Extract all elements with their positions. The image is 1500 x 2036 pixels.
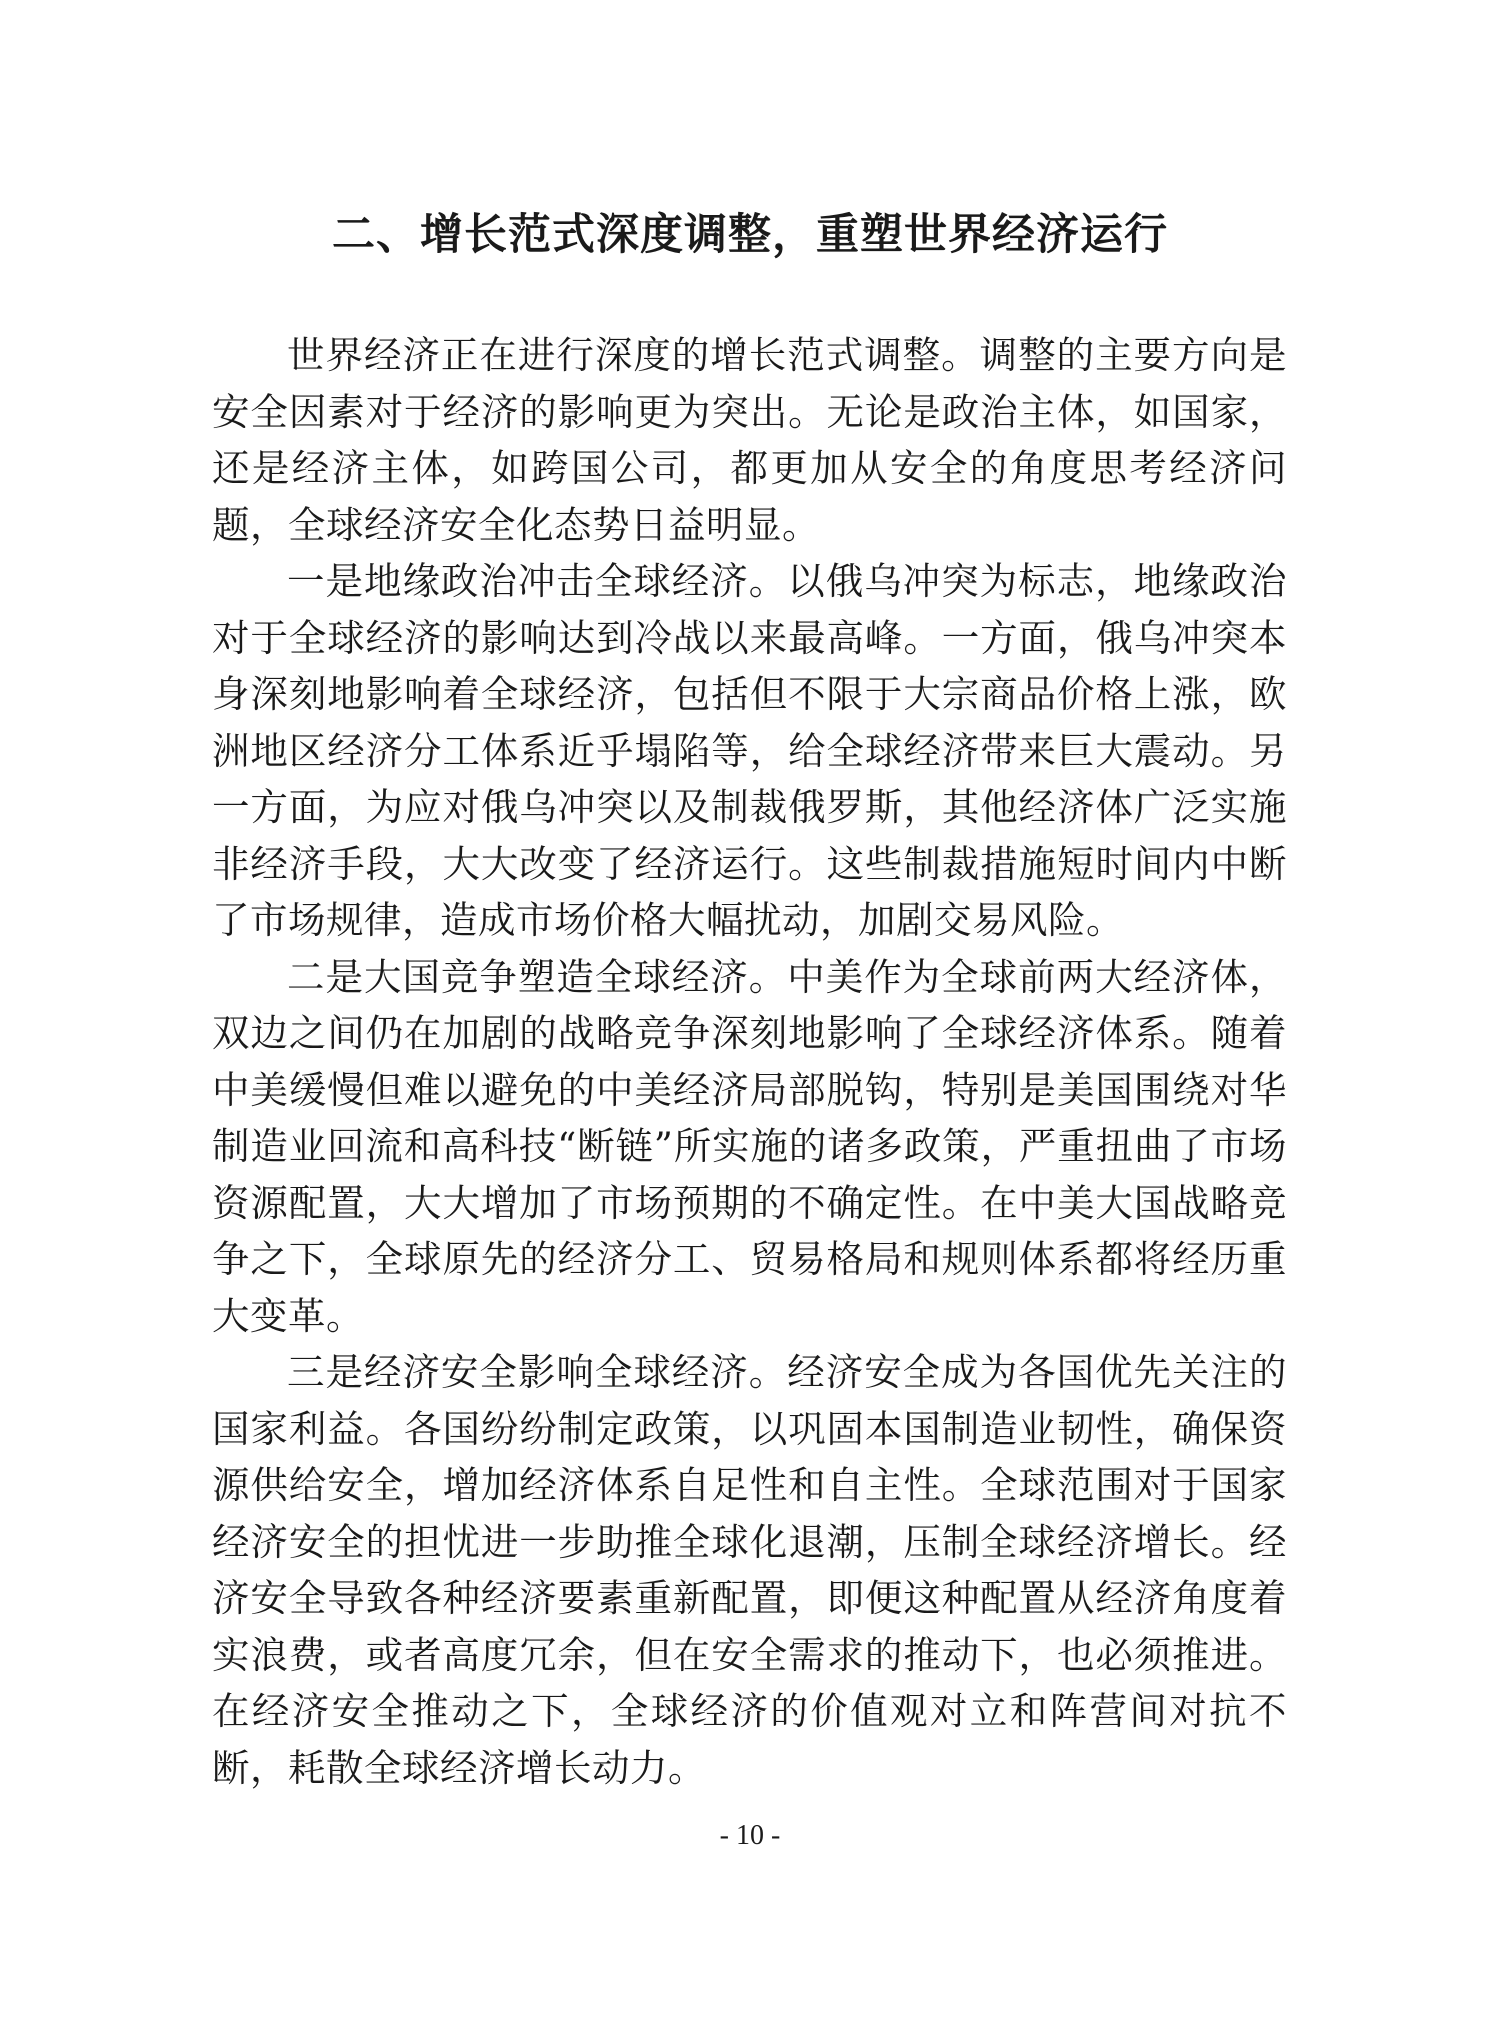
- paragraph-economic-security: 三是经济安全影响全球经济。经济安全成为各国优先关注的国家利益。各国纷纷制定政策，以巩固本国制造业韧性，确保资源供给安全，增加经济体系自足性和自主性。全球范围对于国家经济安全的担忧进一步助推全球化退潮，压制全球经济增长。经济安全导致各种经济要素重新配置，即便这种配置从经济角度着实浪费，或者高度冗余，但在安全需求的推动下，也必须推进。在经济安全推动之下，全球经济的价值观对立和阵营间对抗不断，耗散全球经济增长动力。: [212, 1350, 1287, 1790]
- paragraph-great-power-competition: 二是大国竞争塑造全球经济。中美作为全球前两大经济体，双边之间仍在加剧的战略竞争深刻地影响了全球经济体系。随着中美缓慢但难以避免的中美经济局部脱钩，特别是美国围绕对华制造业回流和高科技“断链”所实施的诸多政策，严重扭曲了市场资源配置，大大增加了市场预期的不确定性。在中美大国战略竞争之下，全球原先的经济分工、贸易格局和规则体系都将经历重大变革。: [212, 954, 1287, 1338]
- page-number: - 10 -: [719, 1820, 781, 1851]
- document-body: [212, 327, 1287, 1796]
- paragraph-geopolitics: 一是地缘政治冲击全球经济。以俄乌冲突为标志，地缘政治对于全球经济的影响达到冷战以来最高峰。一方面，俄乌冲突本身深刻地影响着全球经济，包括但不限于大宗商品价格上涨，欧洲地区经济分工体系近乎塌陷等，给全球经济带来巨大震动。另一方面，为应对俄乌冲突以及制裁俄罗斯，其他经济体广泛实施非经济手段，大大改变了经济运行。这些制裁措施短时间内中断了市场规律，造成市场价格大幅扰动，加剧交易风险。: [212, 559, 1287, 942]
- paragraph-intro: 世界经济正在进行深度的增长范式调整。调整的主要方向是安全因素对于经济的影响更为突出。无论是政治主体，如国家，还是经济主体，如跨国公司，都更加从安全的角度思考经济问题，全球经济安全化态势日益明显。: [212, 333, 1287, 547]
- section-title: 二、增长范式深度调整，重塑世界经济运行: [332, 210, 1168, 260]
